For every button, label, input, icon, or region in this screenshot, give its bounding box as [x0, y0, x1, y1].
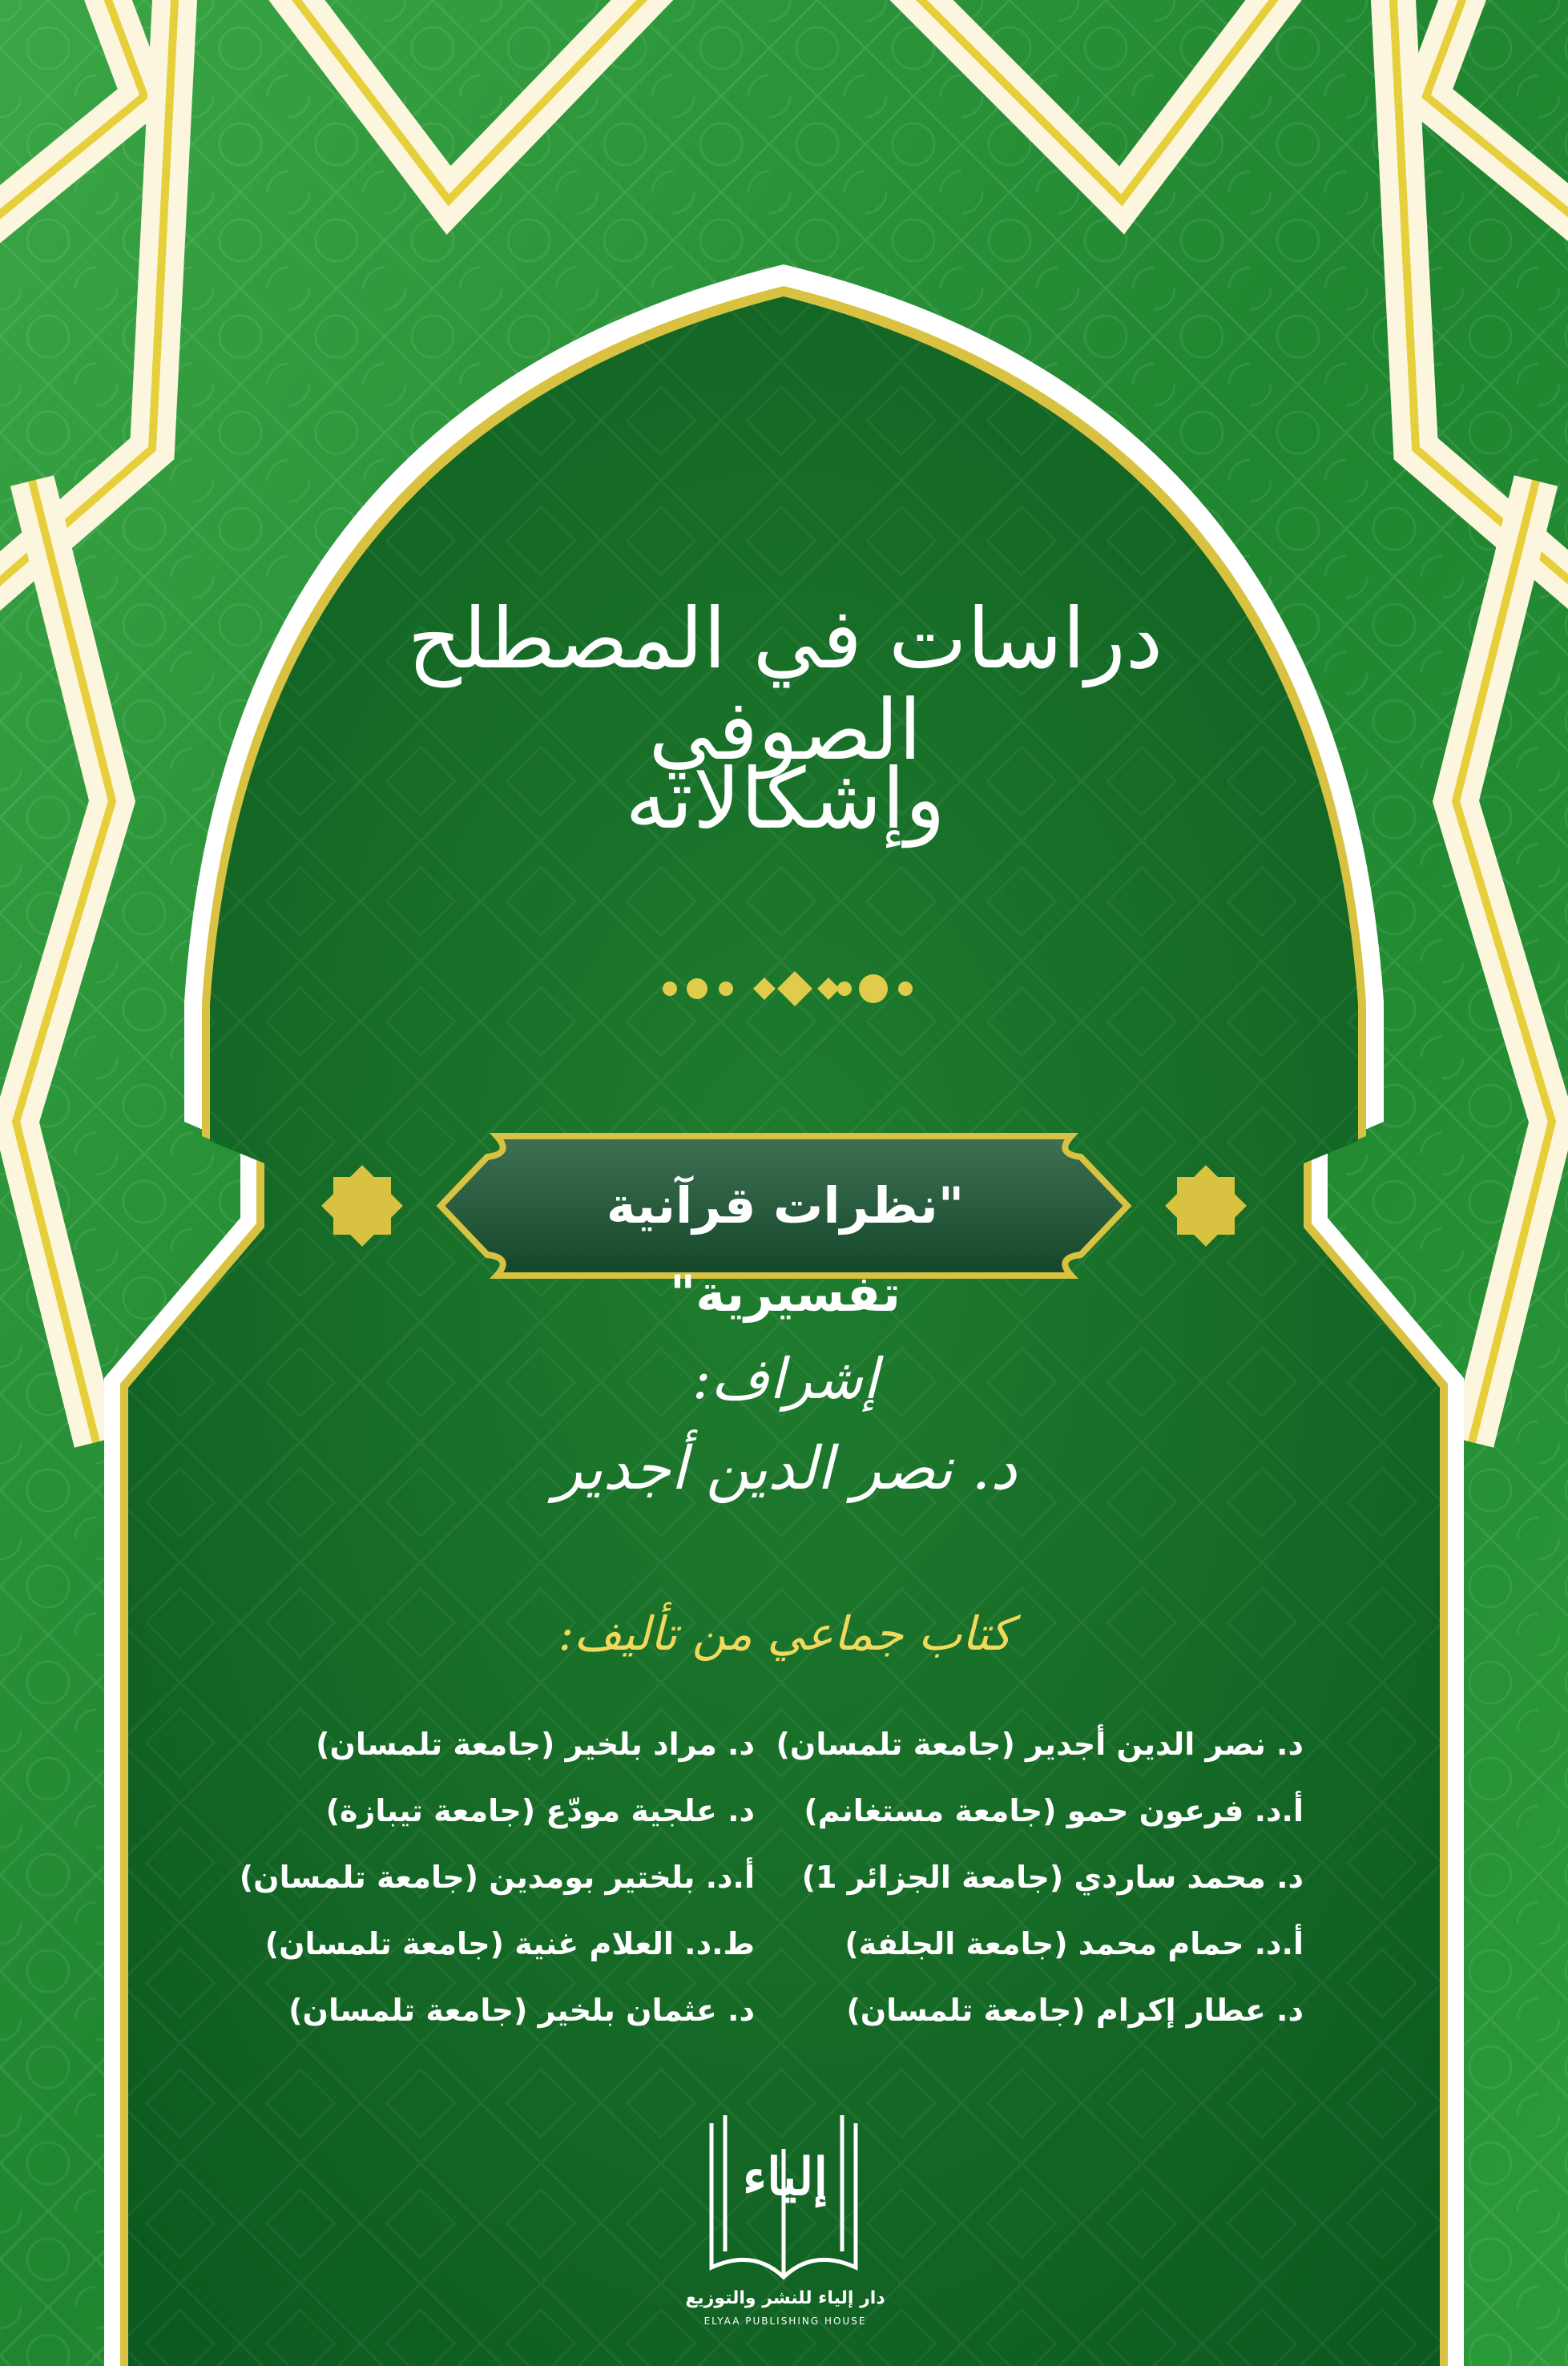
star-octagram-icon	[321, 1165, 403, 1247]
supervision-label: إشراف:	[691, 1346, 879, 1412]
author-entry: د. نصر الدين أجدير (جامعة تلمسان)	[776, 1727, 1304, 1762]
author-entry: د. علجية مودّع (جامعة تيبازة)	[325, 1793, 755, 1828]
author-entry: أ.د. حمام محمد (جامعة الجلفة)	[844, 1926, 1304, 1961]
publisher-name-en: ELYAA PUBLISHING HOUSE	[703, 2316, 867, 2327]
author-entry: د. محمد ساردي (جامعة الجزائر 1)	[801, 1860, 1304, 1895]
author-entry: أ.د. بلختير بومدين (جامعة تلمسان)	[239, 1860, 755, 1895]
publisher-logo-text: إلياء	[742, 2147, 828, 2207]
star-octagram-icon	[1165, 1165, 1247, 1247]
publisher-name: دار إلياء للنشر والتوزيع	[685, 2288, 885, 2308]
book-title-line-1: دراسات في المصطلح الصوفي	[407, 590, 1163, 780]
author-entry: ط.د. العلام غنية (جامعة تلمسان)	[264, 1926, 755, 1961]
author-entry: د. عثمان بلخير (جامعة تلمسان)	[288, 1993, 755, 2028]
author-entry: د. مراد بلخير (جامعة تلمسان)	[316, 1727, 755, 1762]
subtitle: "نظرات قرآنية تفسيرية"	[606, 1176, 965, 1323]
author-entry: أ.د. فرعون حمو (جامعة مستغانم)	[804, 1793, 1304, 1828]
collective-book-label: كتاب جماعي من تأليف:	[558, 1606, 1013, 1661]
book-title-line-2: وإشكالاته	[625, 750, 945, 848]
author-entry: د. عطار إكرام (جامعة تلمسان)	[846, 1993, 1304, 2028]
supervisor-name: د. نصر الدين أجدير	[553, 1434, 1018, 1503]
